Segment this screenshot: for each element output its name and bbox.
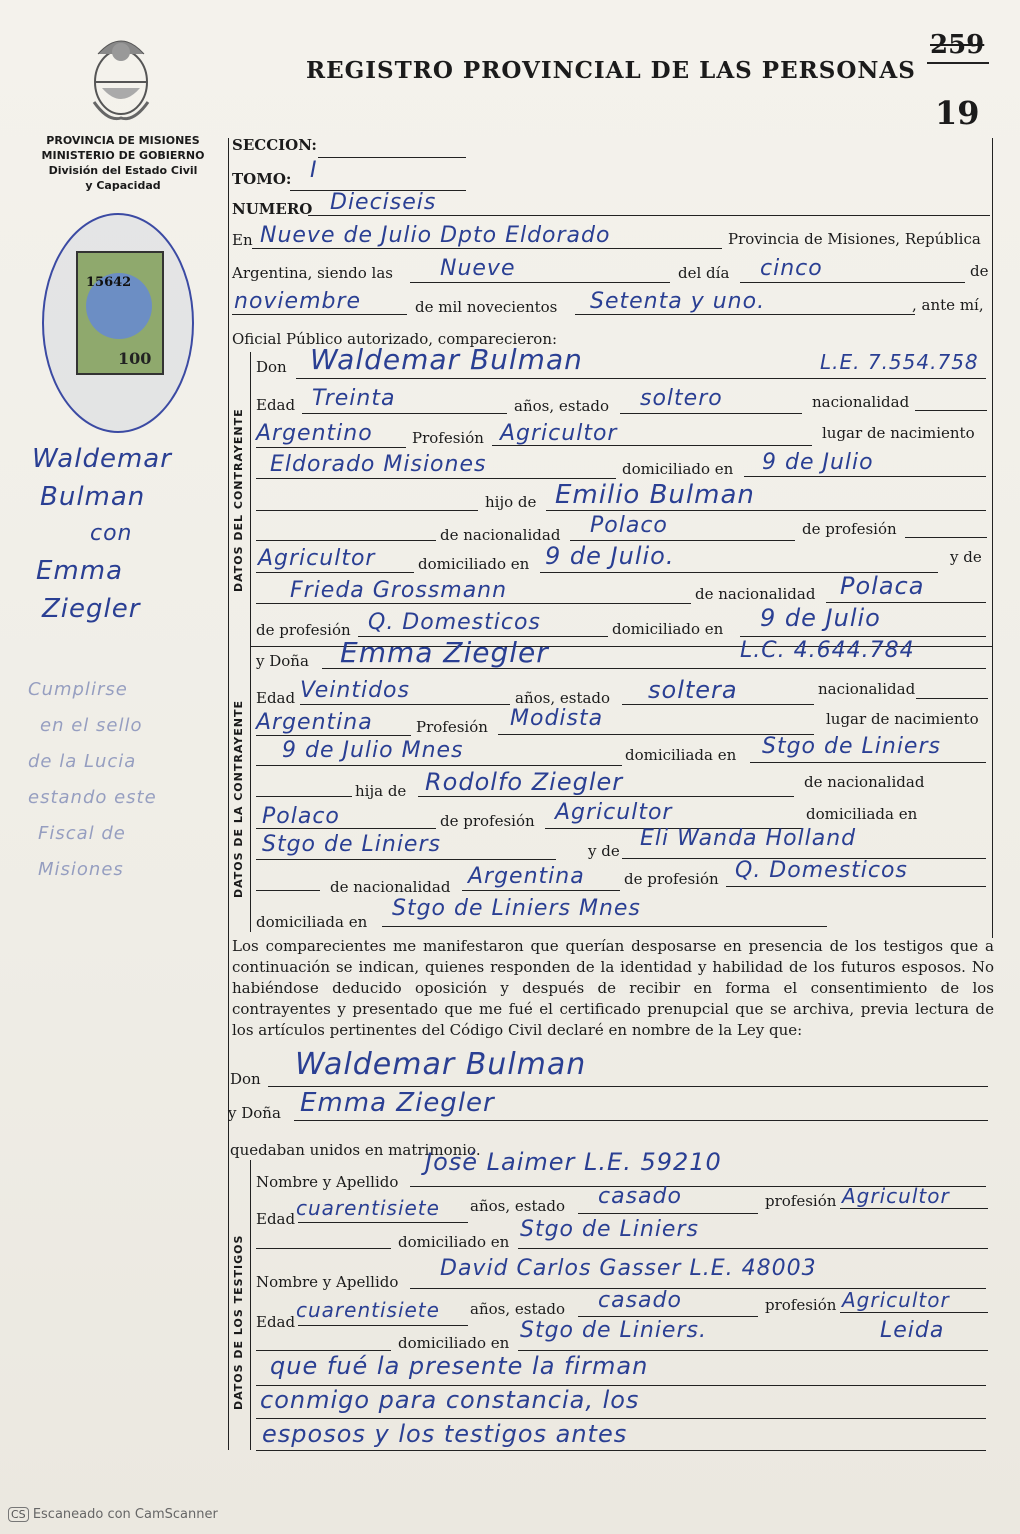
don-profesion: Agricultor — [500, 421, 618, 446]
margin-faded-line: de la Lucia — [28, 751, 137, 772]
don-nombre: Waldemar Bulman — [310, 343, 583, 376]
t2-anos-label: años, estado — [470, 1300, 566, 1318]
don-padre-nac-label: de nacionalidad — [440, 526, 561, 544]
margin-note-line: con — [90, 521, 133, 546]
margin-note — [20, 440, 220, 628]
dona-domicilio: Stgo de Liniers — [762, 734, 941, 759]
t2-nombre-label: Nombre y Apellido — [256, 1273, 399, 1291]
t2-nombre: David Carlos Gasser L.E. 48003 — [440, 1256, 817, 1281]
ministry-label: MINISTERIO DE GOBIERNO — [41, 149, 205, 162]
dona-padre-prof: Agricultor — [555, 800, 673, 825]
dona-madre-dom: Stgo de Liniers Mnes — [392, 896, 641, 921]
y-de-label: y de — [950, 548, 982, 566]
dona-doc: L.C. 4.644.784 — [740, 638, 915, 663]
dona-nombre: Emma Ziegler — [340, 636, 549, 669]
witness-rule — [250, 1160, 251, 1450]
don-doc: L.E. 7.554.758 — [820, 350, 979, 374]
don-dom-label: domiciliado en — [622, 460, 734, 478]
dona-dom-label: domiciliada en — [625, 746, 737, 764]
don-madre-prof-label: de profesión — [256, 621, 351, 639]
ante-mi-label: , ante mí, — [912, 296, 984, 314]
del-dia-label: del día — [678, 264, 730, 282]
t1-nombre: José Laimer L.E. 59210 — [425, 1148, 722, 1176]
closing-line-3: esposos y los testigos antes — [262, 1420, 628, 1448]
anio-value: Setenta y uno. — [590, 289, 766, 314]
t1-dom-label: domiciliado en — [398, 1233, 510, 1251]
dona-padre-dom: Stgo de Liniers — [262, 832, 441, 857]
stamp-value: 100 — [118, 349, 152, 368]
t1-domicilio: Stgo de Liniers — [520, 1217, 699, 1242]
lugar-value: Nueve de Julio Dpto Eldorado — [260, 223, 611, 248]
don-prof-label: Profesión — [412, 429, 484, 447]
union-don-label: Don — [230, 1070, 261, 1088]
don-madre-dom: 9 de Julio — [760, 604, 881, 632]
dona-nac-label: nacionalidad — [818, 680, 916, 698]
tomo-value: I — [310, 158, 318, 183]
don-madre-nac-label: de nacionalidad — [695, 585, 816, 603]
dona-padre-prof-label: de profesión — [440, 812, 535, 830]
dona-estado: soltera — [648, 676, 738, 704]
legal-paragraph: Los comparecientes me manifestaron que querían desposarse en presencia de los testigos que a continuación se indican, quienes responden de la identidad y habilidad de los futuros esposos. No habiéndose deducido oposición y después de recibir en forma el consentimiento de los contrayentes y presentado que me fué el certificado prenupcial que se archiva, previa lectura de los artículos pertinentes del Código Civil declaré en nombre de la Ley que: — [232, 937, 994, 1039]
t2-dom-label: domiciliado en — [398, 1334, 510, 1352]
don-padre-prof-label: de profesión — [802, 520, 897, 538]
don-lugar-label: lugar de nacimiento — [822, 424, 975, 442]
don-padre-nac: Polaco — [590, 513, 668, 538]
registry-seal — [42, 213, 194, 433]
dona-lugar-nac: 9 de Julio Mnes — [282, 738, 464, 763]
dona-label: y Doña — [256, 652, 309, 670]
don-lugar-nac: Eldorado Misiones — [270, 452, 487, 477]
dona-madre-dom-label: domiciliada en — [256, 913, 368, 931]
section-rule — [250, 352, 251, 932]
don-nacionalidad: Argentino — [256, 421, 373, 446]
t1-anos-label: años, estado — [470, 1197, 566, 1215]
dona-madre-prof: Q. Domesticos — [735, 858, 908, 883]
margin-faded-line: Fiscal de — [38, 823, 126, 844]
margin-note-line: Emma — [36, 556, 124, 586]
tomo-label: TOMO: — [232, 170, 292, 188]
margin-note-line: Bulman — [40, 482, 146, 512]
dona-anos-label: años, estado — [515, 689, 611, 707]
t2-prof-label: profesión — [765, 1296, 837, 1314]
dona-madre: Eli Wanda Holland — [640, 826, 857, 851]
don-edad-label: Edad — [256, 396, 296, 414]
don-estado: soltero — [640, 386, 723, 411]
side-label-testigos: DATOS DE LOS TESTIGOS — [232, 1234, 245, 1410]
left-rule — [228, 138, 229, 1450]
union-don: Waldemar Bulman — [295, 1047, 587, 1082]
t1-edad-label: Edad — [256, 1210, 296, 1228]
don-hijo-label: hijo de — [485, 493, 537, 511]
don-madre: Frieda Grossmann — [290, 578, 508, 603]
number-rule — [927, 62, 989, 64]
numero-value: Dieciseis — [330, 190, 437, 215]
hora-value: Nueve — [440, 256, 516, 281]
coat-of-arms-icon — [88, 32, 154, 122]
margin-faded-line: en el sello — [40, 715, 143, 736]
dona-padre-dom-label: domiciliada en — [806, 805, 918, 823]
dona-padre-nac: Polaco — [262, 804, 340, 829]
dona-y-de-label: y de — [588, 842, 620, 860]
provincia-label: Provincia de Misiones, República — [728, 230, 981, 248]
t1-prof-label: profesión — [765, 1192, 837, 1210]
dona-lugar-label: lugar de nacimiento — [826, 710, 979, 728]
dona-edad-label: Edad — [256, 689, 296, 707]
margin-note-line: Waldemar — [32, 444, 172, 474]
don-nac-label: nacionalidad — [812, 393, 910, 411]
don-padre-dom: 9 de Julio. — [545, 542, 675, 570]
t2-profesion: Agricultor — [842, 1288, 950, 1312]
closing-line-1: que fué la presente la firman — [270, 1352, 649, 1380]
capacity-label: y Capacidad — [85, 179, 161, 192]
don-madre-dom-label: domiciliado en — [612, 620, 724, 638]
dona-madre-nac-label: de nacionalidad — [330, 878, 451, 896]
t1-profesion: Agricultor — [842, 1184, 950, 1208]
en-label: En — [232, 231, 253, 249]
don-padre-prof: Agricultor — [258, 546, 376, 571]
margin-faded-line: Cumplirse — [28, 679, 128, 700]
quedaban-label: quedaban unidos en matrimonio. — [230, 1141, 481, 1159]
t1-nombre-label: Nombre y Apellido — [256, 1173, 399, 1191]
t2-estado: casado — [598, 1288, 682, 1313]
margin-faded-line: Misiones — [38, 859, 124, 880]
margin-faded-note — [28, 672, 224, 888]
t2-edad: cuarentisiete — [296, 1298, 440, 1322]
de-label: de — [970, 262, 989, 280]
don-label: Don — [256, 358, 287, 376]
closing-line-2: conmigo para constancia, los — [260, 1386, 640, 1414]
don-anos-label: años, estado — [514, 397, 610, 415]
don-domicilio: 9 de Julio — [762, 450, 874, 475]
don-madre-nac: Polaca — [840, 572, 925, 600]
dona-nacionalidad: Argentina — [256, 710, 373, 735]
stamp-code: 15642 — [86, 275, 132, 290]
dona-prof-label: Profesión — [416, 718, 488, 736]
union-dona-label: y Doña — [228, 1104, 281, 1122]
dona-padre: Rodolfo Ziegler — [425, 768, 624, 796]
camscanner-footer — [8, 1507, 218, 1522]
division-label: División del Estado Civil — [48, 164, 198, 177]
de-mil-label: de mil novecientos — [415, 298, 558, 316]
right-rule — [992, 138, 993, 938]
page-number: 19 — [935, 94, 980, 132]
t2-edad-label: Edad — [256, 1313, 296, 1331]
side-label-contrayenta: DATOS DE LA CONTRAYENTE — [232, 700, 245, 898]
don-padre: Emilio Bulman — [555, 480, 755, 510]
province-label: PROVINCIA DE MISIONES — [46, 134, 200, 147]
dia-value: cinco — [760, 256, 823, 281]
t1-edad: cuarentisiete — [296, 1196, 440, 1220]
don-padre-dom-label: domiciliado en — [418, 555, 530, 573]
t2-domicilio: Stgo de Liniers. — [520, 1318, 707, 1343]
dona-madre-nac: Argentina — [468, 864, 585, 889]
numero-label: NUMERO — [232, 200, 313, 218]
side-label-contrayente: DATOS DEL CONTRAYENTE — [232, 408, 245, 592]
don-madre-prof: Q. Domesticos — [368, 610, 541, 635]
argentina-label: Argentina, siendo las — [232, 264, 393, 282]
dona-edad: Veintidos — [300, 678, 410, 703]
dona-profesion: Modista — [510, 706, 604, 731]
mes-value: noviembre — [234, 289, 362, 314]
struck-page-number: 259 — [930, 30, 985, 60]
revenue-stamp — [76, 251, 164, 375]
dona-madre-prof-label: de profesión — [624, 870, 719, 888]
t2-extra: Leida — [880, 1318, 945, 1343]
union-dona: Emma Ziegler — [300, 1088, 495, 1118]
seccion-label: SECCION: — [232, 136, 317, 154]
camscanner-logo-icon: CS — [8, 1507, 29, 1522]
t1-estado: casado — [598, 1184, 682, 1209]
margin-faded-line: estando este — [28, 787, 157, 808]
camscanner-text: Escaneado con CamScanner — [32, 1507, 218, 1522]
document-title: REGISTRO PROVINCIAL DE LAS PERSONAS — [306, 57, 916, 84]
dona-hija-label: hija de — [355, 782, 407, 800]
oficial-label: Oficial Público autorizado, comparecieron: — [232, 330, 558, 348]
dona-padre-nac-label: de nacionalidad — [804, 773, 925, 791]
margin-note-line: Ziegler — [42, 594, 141, 624]
don-edad: Treinta — [312, 386, 396, 411]
